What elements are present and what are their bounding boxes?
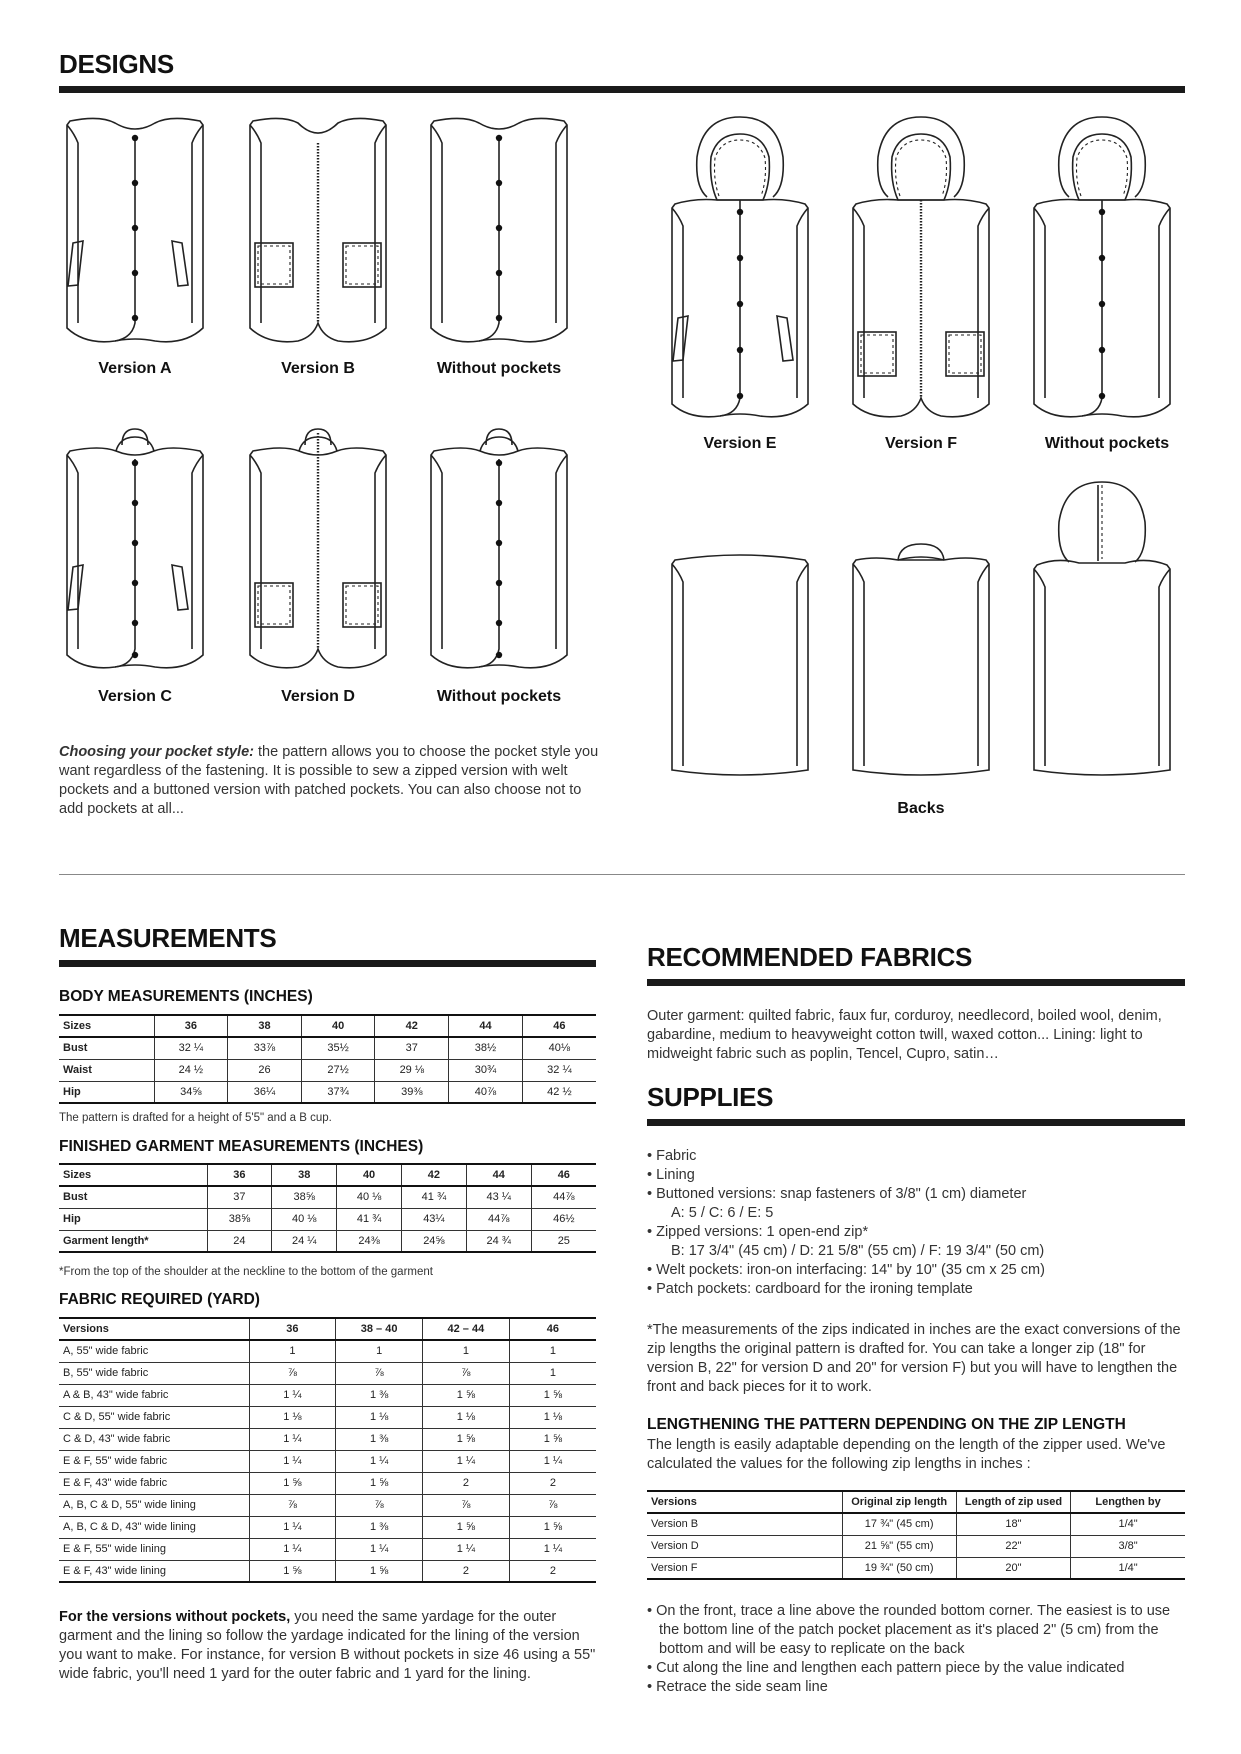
table-cell: 41 ¾ bbox=[337, 1208, 402, 1230]
table-cell: ⅞ bbox=[336, 1494, 423, 1516]
table-row bbox=[59, 1340, 596, 1362]
table-cell: 1 ⅝ bbox=[423, 1428, 510, 1450]
table-cell: 37¾ bbox=[301, 1081, 375, 1103]
row-label: E & F, 55" wide lining bbox=[59, 1538, 249, 1560]
col-header: 38 bbox=[272, 1164, 337, 1186]
table-cell: 44⅞ bbox=[466, 1208, 531, 1230]
table-header-row bbox=[59, 1164, 596, 1186]
table-row bbox=[59, 1230, 596, 1252]
supplies-list bbox=[647, 1147, 1187, 1299]
vest-back-collar-illustration bbox=[846, 532, 996, 787]
col-header: Original zip length bbox=[842, 1491, 956, 1513]
caption-version-a: Version A bbox=[98, 360, 172, 377]
table-cell: 1 ⅝ bbox=[336, 1560, 423, 1582]
table-cell: 1 ⅝ bbox=[423, 1516, 510, 1538]
table-cell: 42 ½ bbox=[522, 1081, 596, 1103]
table-cell: 3/8" bbox=[1071, 1535, 1185, 1557]
without-pockets-text: you need the same yardage for the outer garment and the lining so follow the yardage indicated for the lining of the version you want to make. For instance, for version B without pockets in size 46 using a 55" wide fabric, you'll need 1 yard for the outer fabric and 1 yard for the lining. bbox=[59, 1609, 596, 1682]
designs-title-rule bbox=[59, 86, 1185, 93]
row-label: Waist bbox=[59, 1059, 154, 1081]
fabrics-text: Outer garment: quilted fabric, faux fur, corduroy, needlecord, boiled wool, denim, gabardine, medium to heavyweight cotton twill, waxed cotton... Lining: light to midweight fabric such as poplin, Tencel, Cupro, satin… bbox=[647, 1008, 1162, 1062]
table-cell: 22" bbox=[956, 1535, 1070, 1557]
caption-without-pockets-2: Without pockets bbox=[436, 688, 562, 705]
row-label: Bust bbox=[59, 1186, 207, 1208]
supply-item-text: • Lining bbox=[647, 1167, 695, 1183]
caption-version-e: Version E bbox=[703, 435, 777, 452]
list-item: • On the front, trace a line above the rounded bottom corner. The easiest is to use the bottom line of the patch pocket placement as it's placed 2" (5 cm) from the bottom and will be easy to replicate on the back bbox=[647, 1603, 1171, 1657]
list-item: • Retrace the side seam line bbox=[647, 1679, 828, 1695]
table-cell: 38⅝ bbox=[272, 1186, 337, 1208]
table-cell: 26 bbox=[228, 1059, 302, 1081]
table-cell: 41 ¾ bbox=[401, 1186, 466, 1208]
table-cell: 1 ¼ bbox=[509, 1450, 596, 1472]
table-cell: 46½ bbox=[531, 1208, 596, 1230]
row-label: C & D, 55" wide fabric bbox=[59, 1406, 249, 1428]
table-cell: ⅞ bbox=[423, 1362, 510, 1384]
col-header: 44 bbox=[449, 1015, 523, 1037]
table-cell: 1 ⅝ bbox=[509, 1428, 596, 1450]
supply-item-text: • Welt pockets: iron-on interfacing: 14" by 10" (35 cm x 25 cm) bbox=[647, 1262, 1045, 1278]
vest-version-c-illustration bbox=[60, 423, 210, 673]
measurements-title: MEASUREMENTS bbox=[59, 923, 277, 953]
row-label: Version B bbox=[647, 1513, 842, 1535]
table-cell: 1 ⅝ bbox=[509, 1516, 596, 1538]
without-pockets-note bbox=[59, 1608, 604, 1684]
table-row bbox=[59, 1538, 596, 1560]
table-cell: 1 ¼ bbox=[249, 1384, 336, 1406]
fabrics-title-rule bbox=[647, 979, 1185, 986]
table-cell: 39⅜ bbox=[375, 1081, 449, 1103]
vest-version-e-illustration bbox=[665, 112, 815, 422]
finished-measurements-heading: FINISHED GARMENT MEASUREMENTS (INCHES) bbox=[59, 1138, 424, 1155]
supply-item-detail: B: 17 3/4" (45 cm) / D: 21 5/8" (55 cm) / F: 19 3/4" (50 cm) bbox=[671, 1243, 1045, 1259]
table-cell: ⅞ bbox=[336, 1362, 423, 1384]
table-cell: 1 ⅜ bbox=[336, 1428, 423, 1450]
table-cell: 40 ⅛ bbox=[337, 1186, 402, 1208]
table-cell: 21 ⅝" (55 cm) bbox=[842, 1535, 956, 1557]
row-label: A, B, C & D, 43" wide lining bbox=[59, 1516, 249, 1538]
col-header: Versions bbox=[59, 1318, 249, 1340]
list-item bbox=[647, 1166, 1187, 1185]
table-row bbox=[59, 1494, 596, 1516]
col-header: 40 bbox=[337, 1164, 402, 1186]
table-row bbox=[647, 1513, 1185, 1535]
pocket-style-text: the pattern allows you to choose the pocket style you want regardless of the fastening. It is possible to sew a zipped version with welt pockets and a buttoned version with patched pockets. You can also choose not to add pockets at all... bbox=[59, 744, 599, 817]
table-cell: ⅞ bbox=[509, 1494, 596, 1516]
caption-version-d: Version D bbox=[281, 688, 355, 705]
without-pockets-label: For the versions without pockets, bbox=[59, 1609, 291, 1625]
col-header: 38 – 40 bbox=[336, 1318, 423, 1340]
table-cell: 1 bbox=[509, 1362, 596, 1384]
supplies-title-rule bbox=[647, 1119, 1185, 1126]
vest-without-pockets-3-illustration bbox=[1027, 112, 1177, 422]
lengthening-text: The length is easily adaptable depending on the length of the zipper used. We've calculated the values for the following zip lengths in inches : bbox=[647, 1437, 1166, 1472]
col-header: 36 bbox=[154, 1015, 228, 1037]
table-cell: 24 ¾ bbox=[466, 1230, 531, 1252]
table-cell: 29 ⅛ bbox=[375, 1059, 449, 1081]
table-row bbox=[59, 1428, 596, 1450]
table-row bbox=[59, 1059, 596, 1081]
table-row bbox=[59, 1516, 596, 1538]
fabric-required-heading: FABRIC REQUIRED (YARD) bbox=[59, 1291, 260, 1308]
table-cell: 2 bbox=[509, 1560, 596, 1582]
row-label: A & B, 43" wide fabric bbox=[59, 1384, 249, 1406]
row-label: Hip bbox=[59, 1208, 207, 1230]
table-cell: 19 ¾" (50 cm) bbox=[842, 1557, 956, 1579]
table-cell: ⅞ bbox=[249, 1362, 336, 1384]
col-header: 46 bbox=[509, 1318, 596, 1340]
table-cell: 1 ¼ bbox=[249, 1516, 336, 1538]
table-cell: 1 ⅛ bbox=[336, 1406, 423, 1428]
col-header: 46 bbox=[531, 1164, 596, 1186]
table-cell: 1 ⅝ bbox=[336, 1472, 423, 1494]
table-cell: 44⅞ bbox=[531, 1186, 596, 1208]
vest-back-hood-illustration bbox=[1027, 477, 1177, 787]
table-cell: 17 ¾" (45 cm) bbox=[842, 1513, 956, 1535]
finished-measurements-table bbox=[59, 1163, 596, 1253]
vest-back-plain-illustration bbox=[665, 552, 815, 787]
table-cell: 1/4" bbox=[1071, 1557, 1185, 1579]
lengthening-heading: LENGTHENING THE PATTERN DEPENDING ON THE ZIP LENGTH bbox=[647, 1416, 1126, 1433]
row-label: Version D bbox=[647, 1535, 842, 1557]
table-cell: 1 ¼ bbox=[336, 1450, 423, 1472]
table-cell: 37 bbox=[375, 1037, 449, 1059]
row-label: A, B, C & D, 55" wide lining bbox=[59, 1494, 249, 1516]
vest-version-b-illustration bbox=[243, 113, 393, 348]
row-label: E & F, 43" wide fabric bbox=[59, 1472, 249, 1494]
table-cell: 27½ bbox=[301, 1059, 375, 1081]
table-cell: 40⅛ bbox=[522, 1037, 596, 1059]
table-row bbox=[59, 1208, 596, 1230]
table-row bbox=[59, 1472, 596, 1494]
col-header: Sizes bbox=[59, 1015, 154, 1037]
body-measurements-table bbox=[59, 1014, 596, 1104]
table-row bbox=[59, 1037, 596, 1059]
col-header: Length of zip used bbox=[956, 1491, 1070, 1513]
row-label: C & D, 43" wide fabric bbox=[59, 1428, 249, 1450]
caption-version-c: Version C bbox=[98, 688, 172, 705]
list-item bbox=[647, 1223, 1187, 1261]
caption-without-pockets-1: Without pockets bbox=[436, 360, 562, 377]
table-cell: ⅞ bbox=[423, 1494, 510, 1516]
table-header-row bbox=[647, 1491, 1185, 1513]
col-header: 42 – 44 bbox=[423, 1318, 510, 1340]
table-cell: 24⅝ bbox=[401, 1230, 466, 1252]
table-cell: 24 bbox=[207, 1230, 272, 1252]
table-header-row bbox=[59, 1318, 596, 1340]
caption-backs: Backs bbox=[897, 800, 945, 817]
table-cell: 1 ⅛ bbox=[509, 1406, 596, 1428]
table-cell: 1 ¼ bbox=[249, 1450, 336, 1472]
table-cell: 20" bbox=[956, 1557, 1070, 1579]
row-label: Hip bbox=[59, 1081, 154, 1103]
col-header: 46 bbox=[522, 1015, 596, 1037]
table-cell: 1 ⅝ bbox=[509, 1384, 596, 1406]
table-cell: 1 bbox=[423, 1340, 510, 1362]
finished-measurements-note: *From the top of the shoulder at the neckline to the bottom of the garment bbox=[59, 1266, 433, 1278]
table-cell: 24 ½ bbox=[154, 1059, 228, 1081]
zip-note: *The measurements of the zips indicated in inches are the exact conversions of the zip lengths the original pattern is drafted for. You can take a longer zip (18" for version B, 22" for version D and 20" for version F) but you will have to lengthen the front and back pieces for it to work. bbox=[647, 1322, 1181, 1395]
caption-version-b: Version B bbox=[281, 360, 355, 377]
table-cell: 30¾ bbox=[449, 1059, 523, 1081]
table-row bbox=[59, 1081, 596, 1103]
col-header: Versions bbox=[647, 1491, 842, 1513]
table-cell: 2 bbox=[423, 1472, 510, 1494]
section-divider bbox=[59, 874, 1185, 875]
table-cell: 34⅝ bbox=[154, 1081, 228, 1103]
table-cell: 1 ¼ bbox=[249, 1538, 336, 1560]
list-item bbox=[647, 1261, 1187, 1280]
table-cell: 35½ bbox=[301, 1037, 375, 1059]
table-cell: 1 ⅛ bbox=[423, 1406, 510, 1428]
vest-without-pockets-2-illustration bbox=[424, 423, 574, 673]
table-cell: 1 ¼ bbox=[249, 1428, 336, 1450]
col-header: 36 bbox=[207, 1164, 272, 1186]
col-header: 42 bbox=[401, 1164, 466, 1186]
supply-item-text: • Buttoned versions: snap fasteners of 3/8" (1 cm) diameter bbox=[647, 1186, 1027, 1202]
table-cell: 24⅜ bbox=[337, 1230, 402, 1252]
table-row bbox=[647, 1535, 1185, 1557]
pocket-style-note bbox=[59, 743, 599, 819]
table-cell: 1 ¼ bbox=[423, 1538, 510, 1560]
table-cell: 38⅝ bbox=[207, 1208, 272, 1230]
list-item bbox=[647, 1185, 1187, 1223]
table-row bbox=[59, 1362, 596, 1384]
fabric-required-table bbox=[59, 1317, 596, 1583]
col-header: Lengthen by bbox=[1071, 1491, 1185, 1513]
supply-item-detail: A: 5 / C: 6 / E: 5 bbox=[671, 1205, 774, 1221]
lengthening-steps bbox=[647, 1602, 1187, 1697]
supply-item-text: • Zipped versions: 1 open-end zip* bbox=[647, 1224, 869, 1240]
table-cell: 40 ⅛ bbox=[272, 1208, 337, 1230]
body-measurements-heading: BODY MEASUREMENTS (INCHES) bbox=[59, 988, 313, 1005]
table-cell: 1 ¼ bbox=[509, 1538, 596, 1560]
list-item bbox=[647, 1280, 1187, 1299]
table-cell: 37 bbox=[207, 1186, 272, 1208]
table-cell: 1 ⅛ bbox=[249, 1406, 336, 1428]
table-cell: 18" bbox=[956, 1513, 1070, 1535]
table-cell: 43¼ bbox=[401, 1208, 466, 1230]
caption-version-f: Version F bbox=[884, 435, 958, 452]
table-cell: 1 bbox=[249, 1340, 336, 1362]
table-cell: 1 ⅜ bbox=[336, 1516, 423, 1538]
supplies-title: SUPPLIES bbox=[647, 1082, 774, 1112]
vest-without-pockets-1-illustration bbox=[424, 113, 574, 348]
table-cell: 2 bbox=[509, 1472, 596, 1494]
vest-version-a-illustration bbox=[60, 113, 210, 348]
measurements-title-rule bbox=[59, 960, 596, 967]
row-label: A, 55" wide fabric bbox=[59, 1340, 249, 1362]
table-cell: 38½ bbox=[449, 1037, 523, 1059]
vest-version-f-illustration bbox=[846, 112, 996, 422]
table-cell: 32 ¼ bbox=[522, 1059, 596, 1081]
table-cell: 1 ⅝ bbox=[249, 1560, 336, 1582]
table-cell: 1 bbox=[509, 1340, 596, 1362]
table-row bbox=[59, 1186, 596, 1208]
table-cell: 36¼ bbox=[228, 1081, 302, 1103]
table-cell: 43 ¼ bbox=[466, 1186, 531, 1208]
row-label: Bust bbox=[59, 1037, 154, 1059]
vest-version-d-illustration bbox=[243, 423, 393, 673]
col-header: 44 bbox=[466, 1164, 531, 1186]
table-cell: 1 ⅝ bbox=[423, 1384, 510, 1406]
col-header: 42 bbox=[375, 1015, 449, 1037]
designs-title: DESIGNS bbox=[59, 49, 174, 79]
row-label: E & F, 43" wide lining bbox=[59, 1560, 249, 1582]
table-row bbox=[59, 1560, 596, 1582]
col-header: 38 bbox=[228, 1015, 302, 1037]
table-cell: 1 ⅜ bbox=[336, 1384, 423, 1406]
table-cell: 2 bbox=[423, 1560, 510, 1582]
row-label: Garment length* bbox=[59, 1230, 207, 1252]
table-cell: 1 ¼ bbox=[336, 1538, 423, 1560]
table-cell: 1 ⅝ bbox=[249, 1472, 336, 1494]
body-measurements-note: The pattern is drafted for a height of 5'5" and a B cup. bbox=[59, 1112, 332, 1124]
row-label: E & F, 55" wide fabric bbox=[59, 1450, 249, 1472]
table-cell: 25 bbox=[531, 1230, 596, 1252]
table-cell: 1 ¼ bbox=[423, 1450, 510, 1472]
caption-without-pockets-3: Without pockets bbox=[1044, 435, 1170, 452]
pocket-style-label: Choosing your pocket style: bbox=[59, 744, 254, 760]
table-header-row bbox=[59, 1015, 596, 1037]
table-cell: 40⅞ bbox=[449, 1081, 523, 1103]
table-row bbox=[59, 1450, 596, 1472]
table-cell: 1 bbox=[336, 1340, 423, 1362]
table-cell: 33⅞ bbox=[228, 1037, 302, 1059]
fabrics-title: RECOMMENDED FABRICS bbox=[647, 942, 973, 972]
table-row bbox=[59, 1384, 596, 1406]
row-label: Version F bbox=[647, 1557, 842, 1579]
row-label: B, 55" wide fabric bbox=[59, 1362, 249, 1384]
col-header: 40 bbox=[301, 1015, 375, 1037]
supply-item-text: • Patch pockets: cardboard for the ironing template bbox=[647, 1281, 973, 1297]
table-row bbox=[647, 1557, 1185, 1579]
table-cell: 24 ¼ bbox=[272, 1230, 337, 1252]
zip-length-table bbox=[647, 1490, 1185, 1580]
list-item: • Cut along the line and lengthen each pattern piece by the value indicated bbox=[647, 1660, 1125, 1676]
table-cell: 32 ¼ bbox=[154, 1037, 228, 1059]
table-row bbox=[59, 1406, 596, 1428]
col-header: 36 bbox=[249, 1318, 336, 1340]
supply-item-text: • Fabric bbox=[647, 1148, 697, 1164]
table-cell: ⅞ bbox=[249, 1494, 336, 1516]
col-header: Sizes bbox=[59, 1164, 207, 1186]
table-cell: 1/4" bbox=[1071, 1513, 1185, 1535]
list-item bbox=[647, 1147, 1187, 1166]
